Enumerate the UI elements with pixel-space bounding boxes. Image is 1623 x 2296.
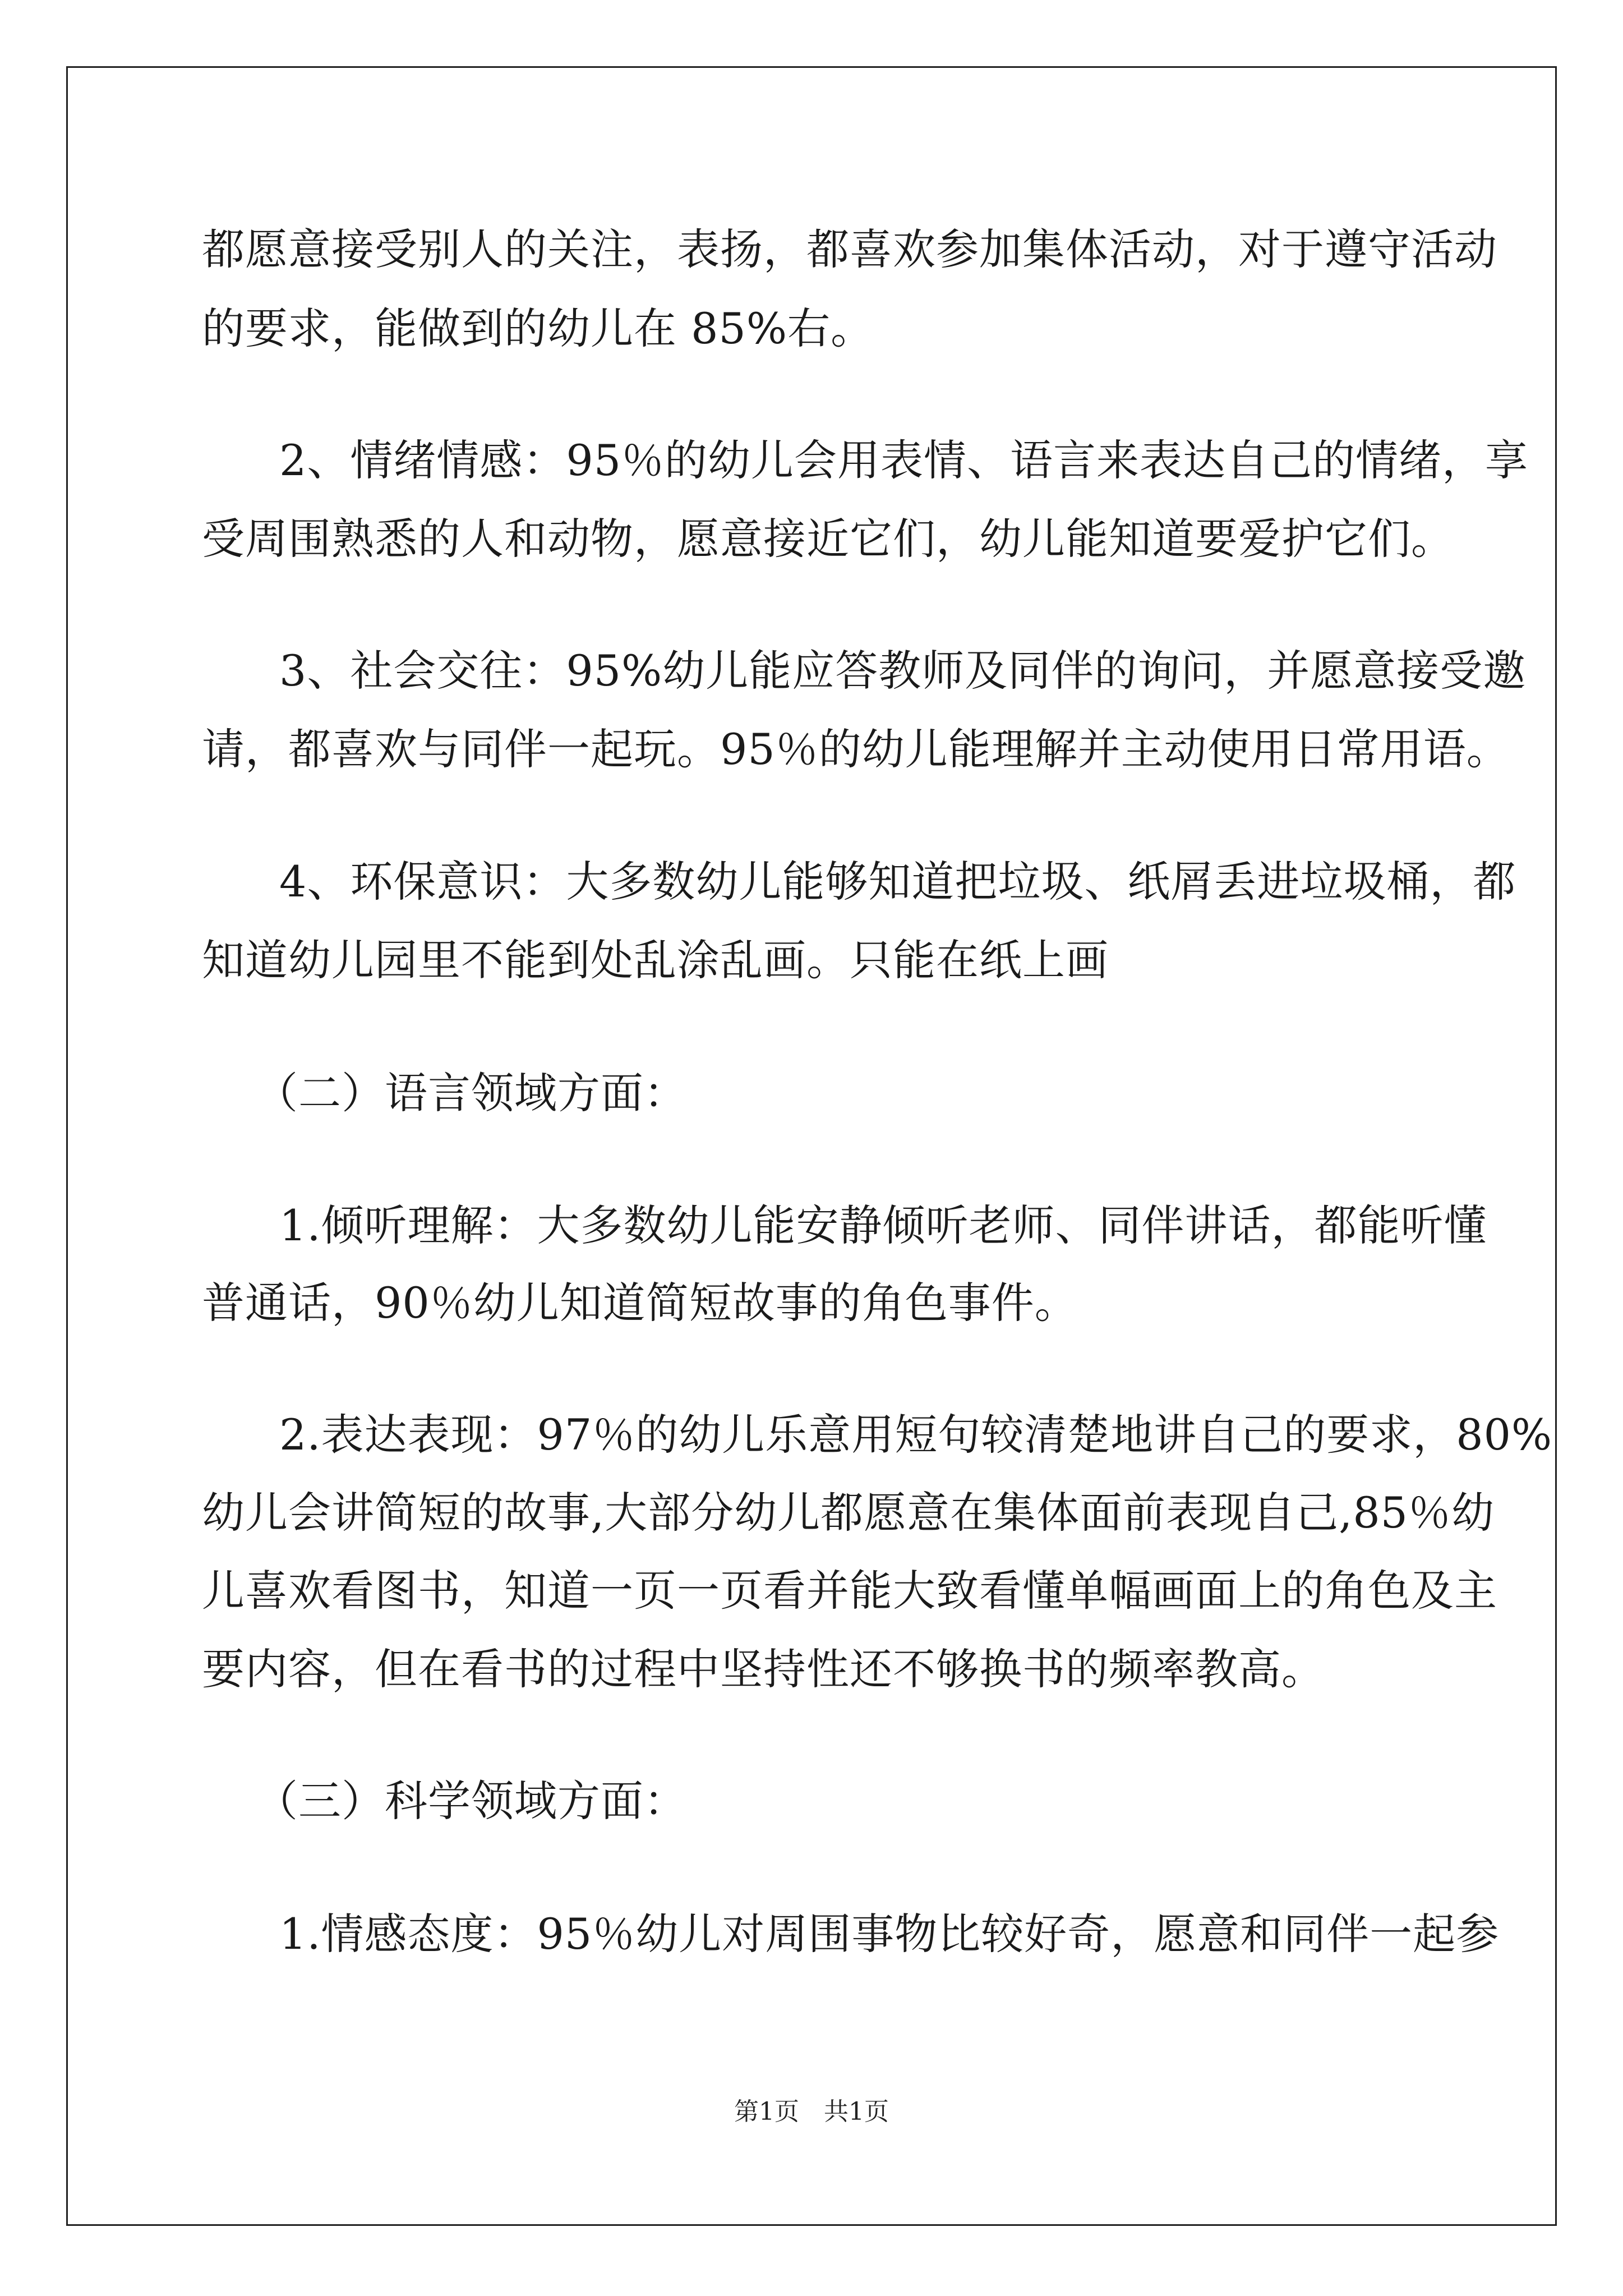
paragraph-start-line: 1.倾听理解：大多数幼儿能安静倾听老师、同伴讲话，都能听懂: [279, 1200, 1487, 1250]
text-line: 受周围熟悉的人和动物，愿意接近它们，幼儿能知道要爱护它们。: [202, 514, 1454, 564]
paragraph-start-line: 3、社会交往：95%幼儿能应答教师及同伴的询问，并愿意接受邀: [279, 646, 1527, 696]
paragraph-start-line: 2.表达表现：97％的幼儿乐意用短句较清楚地讲自己的要求，80%: [279, 1410, 1553, 1460]
text-line: 儿喜欢看图书，知道一页一页看并能大致看懂单幅画面上的角色及主: [202, 1566, 1497, 1616]
paragraph-start-line: 1.情感态度：95％幼儿对周围事物比较好奇，愿意和同伴一起参: [279, 1909, 1500, 1959]
text-line: 请，都喜欢与同伴一起玩。95％的幼儿能理解并主动使用日常用语。: [202, 724, 1510, 774]
section-heading: （二）语言领域方面：: [255, 1068, 687, 1118]
text-line: 知道幼儿园里不能到处乱涂乱画。只能在纸上画: [202, 935, 1109, 985]
text-line: 要内容，但在看书的过程中坚持性还不够换书的频率教高。: [202, 1644, 1325, 1694]
text-line: 普通话，90％幼儿知道简短故事的角色事件。: [202, 1278, 1078, 1328]
page-footer: 第1页 共1页: [734, 2097, 889, 2126]
page-border: [66, 66, 1557, 2226]
paragraph-start-line: 4、环保意识：大多数幼儿能够知道把垃圾、纸屑丢进垃圾桶，都: [279, 857, 1516, 907]
section-heading: （三）科学领域方面：: [255, 1776, 687, 1826]
text-line: 幼儿会讲简短的故事,大部分幼儿都愿意在集体面前表现自己,85％幼: [202, 1488, 1495, 1538]
paragraph-start-line: 2、情绪情感：95％的幼儿会用表情、语言来表达自己的情绪，享: [279, 435, 1529, 485]
text-line: 的要求，能做到的幼儿在 85%右。: [202, 303, 874, 353]
text-line: 都愿意接受别人的关注，表扬，都喜欢参加集体活动，对于遵守活动: [202, 224, 1497, 274]
